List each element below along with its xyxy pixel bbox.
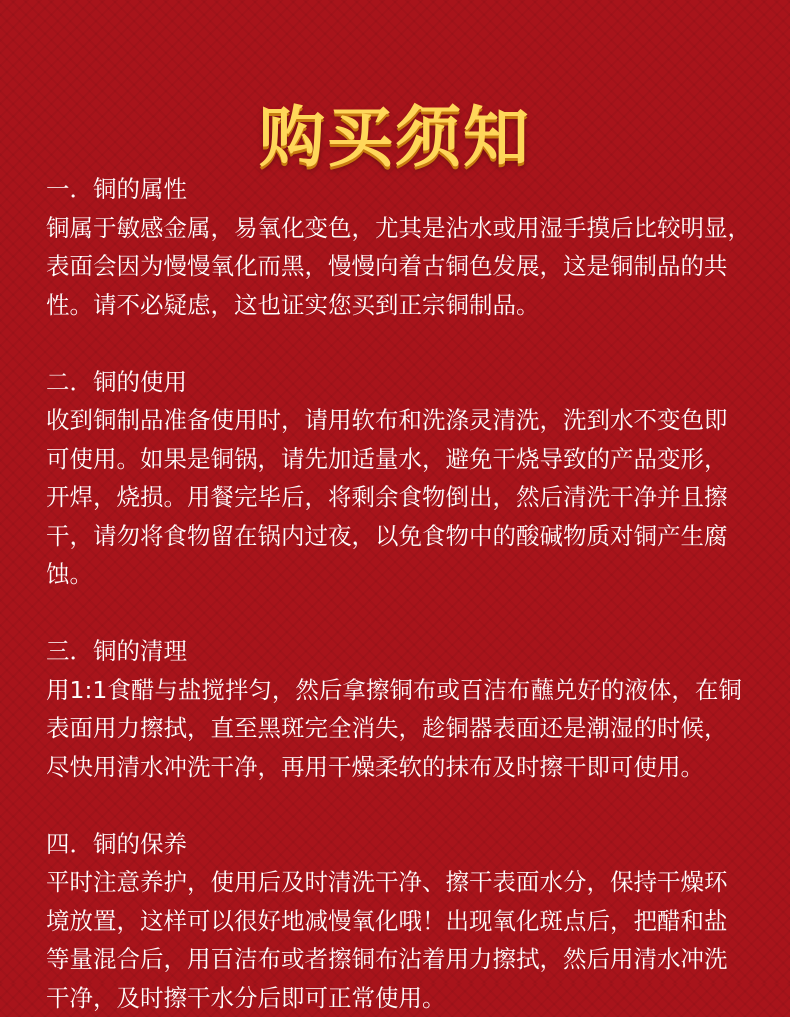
section-heading: 一．铜的属性: [46, 170, 766, 209]
section-body: 用1:1食醋与盐搅拌匀，然后拿擦铜布或百洁布蘸兑好的液体，在铜 表面用力擦拭，直至黑斑完全消失，趁铜器表面还是潮湿的时候， 尽快用清水冲洗干净，再用干燥柔软的抹布及时擦干即可使用。: [46, 671, 766, 787]
page-title: 购买须知: [0, 96, 790, 180]
section-maintenance: [46, 825, 766, 1017]
section-body: 铜属于敏感金属，易氧化变色，尤其是沾水或用湿手摸后比较明显， 表面会因为慢慢氧化而黑，慢慢向着古铜色发展，这是铜制品的共 性。请不必疑虑，这也证实您买到正宗铜制品。: [46, 209, 766, 325]
notice-content: [46, 170, 766, 1017]
section-heading: 三．铜的清理: [46, 632, 766, 671]
section-heading: 二．铜的使用: [46, 363, 766, 402]
section-body: 平时注意养护，使用后及时清洗干净、擦干表面水分，保持干燥环 境放置，这样可以很好地减慢氧化哦！出现氧化斑点后，把醋和盐 等量混合后，用百洁布或者擦铜布沾着用力擦拭，然后用清水冲洗 干净，及时擦干水分后即可正常使用。: [46, 863, 766, 1017]
section-body: 收到铜制品准备使用时，请用软布和洗涤灵清洗，洗到水不变色即 可使用。如果是铜锅，请先加适量水，避免干烧导致的产品变形， 开焊，烧损。用餐完毕后，将剩余食物倒出，然后清洗干净并且擦 干，请勿将食物留在锅内过夜，以免食物中的酸碱物质对铜产生腐 蚀。: [46, 401, 766, 594]
section-usage: [46, 363, 766, 594]
section-heading: 四．铜的保养: [46, 825, 766, 864]
section-cleaning: [46, 632, 766, 786]
section-properties: [46, 170, 766, 324]
